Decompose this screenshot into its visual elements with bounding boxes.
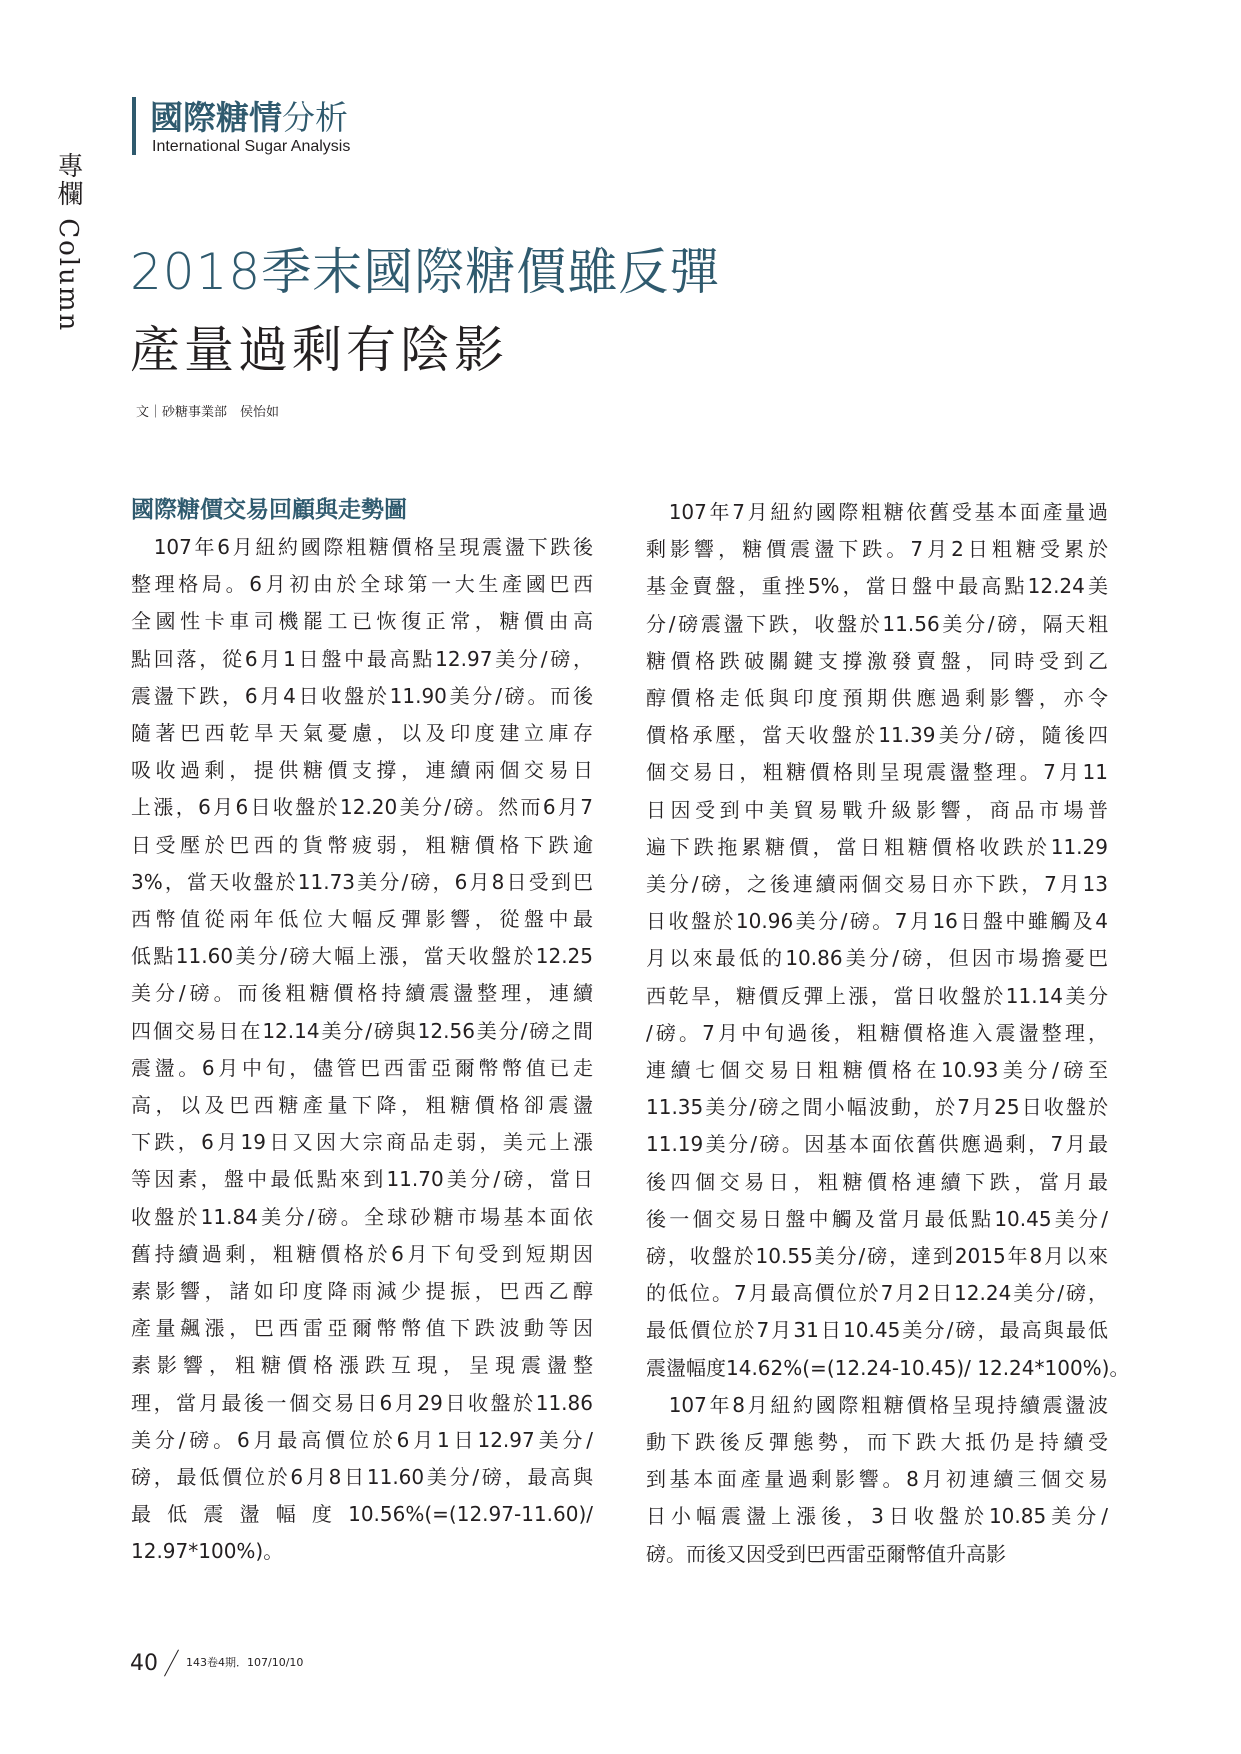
- text-line: 素影響，諸如印度降雨減少提振，巴西乙醇: [131, 1279, 593, 1304]
- text-line: 107年7月紐約國際粗糖依舊受基本面產量過: [646, 500, 1108, 524]
- text-line: 連續七個交易日粗糖價格在10.93美分/磅至: [646, 1058, 1108, 1083]
- text-line: 等因素，盤中最低點來到11.70美分/磅，當日: [131, 1167, 593, 1192]
- text-line: 磅，收盤於10.55美分/磅，達到2015年8月以來: [646, 1244, 1108, 1269]
- text-line: 震盪幅度14.62%(=(12.24-10.45)/ 12.24*100%)。: [646, 1355, 1130, 1380]
- text-line: 遍下跌拖累糖價，當日粗糖價格收跌於11.29: [646, 834, 1108, 859]
- text-line: 上漲，6月6日收盤於12.20美分/磅。然而6月7: [131, 795, 593, 820]
- text-line: 價格承壓，當天收盤於11.39美分/磅，隨後四: [646, 723, 1108, 748]
- text-line: 西幣值從兩年低位大幅反彈影響，從盤中最: [131, 907, 593, 932]
- category-title-bold: 國際糖情: [150, 98, 282, 137]
- article-title-line-2: 產量過剩有陰影: [130, 321, 508, 379]
- text-line: 基金賣盤，重挫5%，當日盤中最高點12.24美: [646, 574, 1108, 599]
- text-line: 的低位。7月最高價位於7月2日12.24美分/磅，: [646, 1281, 1108, 1306]
- text-line: 震盪。6月中旬，儘管巴西雷亞爾幣幣值已走: [131, 1055, 593, 1080]
- text-line: 12.97*100%)。: [131, 1539, 284, 1564]
- category-title: [150, 92, 348, 139]
- text-line: 糖價格跌破關鍵支撐激發賣盤，同時受到乙: [646, 648, 1108, 673]
- text-line: 醇價格走低與印度預期供應過剩影響，亦令: [646, 686, 1108, 711]
- text-line: 11.35美分/磅之間小幅波動，於7月25日收盤於: [646, 1095, 1108, 1120]
- text-line: 月以來最低的10.86美分/磅，但因市場擔憂巴: [646, 946, 1108, 971]
- text-line: 磅。而後又因受到巴西雷亞爾幣值升高影: [646, 1541, 1006, 1566]
- text-line: 美分/磅。而後粗糖價格持續震盪整理，連續: [131, 981, 593, 1006]
- text-line: 最低震盪幅度10.56%(=(12.97-11.60)/: [131, 1502, 593, 1527]
- text-line: 11.19美分/磅。因基本面依舊供應過剩，7月最: [646, 1132, 1108, 1157]
- text-line: 剩影響，糖價震盪下跌。7月2日粗糖受累於: [646, 537, 1108, 562]
- text-line: 107年6月紐約國際粗糖價格呈現震盪下跌後: [131, 535, 593, 559]
- text-line: 素影響，粗糖價格漲跌互現，呈現震盪整: [131, 1353, 593, 1378]
- text-line: 日收盤於10.96美分/磅。7月16日盤中雖觸及4: [646, 909, 1108, 934]
- column-side-label: 專欄 Column: [53, 152, 83, 333]
- text-line: 低點11.60美分/磅大幅上漲，當天收盤於12.25: [131, 944, 593, 969]
- text-line: 高，以及巴西糖產量下降，粗糖價格卻震盪: [131, 1093, 593, 1118]
- text-line: 西乾旱，糖價反彈上漲，當日收盤於11.14美分: [646, 983, 1108, 1008]
- text-line: 到基本面產量過剩影響。8月初連續三個交易: [646, 1467, 1108, 1492]
- page-number: 40: [130, 1651, 158, 1676]
- category-title-light: 分析: [282, 98, 348, 137]
- text-line: 下跌，6月19日又因大宗商品走弱，美元上漲: [131, 1130, 593, 1155]
- page-footer: [130, 1650, 303, 1676]
- text-line: 震盪下跌，6月4日收盤於11.90美分/磅。而後: [131, 683, 593, 708]
- byline: 文｜砂糖事業部 侯怡如: [136, 405, 280, 420]
- text-line: 磅，最低價位於6月8日11.60美分/磅，最高與: [131, 1465, 593, 1490]
- text-line: 後一個交易日盤中觸及當月最低點10.45美分/: [646, 1206, 1108, 1231]
- left-column: [131, 529, 593, 1571]
- text-line: 3%，當天收盤於11.73美分/磅，6月8日受到巴: [131, 869, 593, 894]
- text-line: /磅。7月中旬過後，粗糖價格進入震盪整理，: [646, 1020, 1108, 1045]
- right-column: [646, 494, 1130, 1573]
- text-line: 美分/磅，之後連續兩個交易日亦下跌，7月13: [646, 872, 1108, 897]
- text-line: 理，當月最後一個交易日6月29日收盤於11.86: [131, 1390, 593, 1415]
- issue-info: 143卷4期．107/10/10: [186, 1656, 304, 1669]
- text-line: 日因受到中美貿易戰升級影響，商品市場普: [646, 797, 1108, 822]
- text-line: 隨著巴西乾旱天氣憂慮，以及印度建立庫存: [131, 721, 593, 746]
- text-line: 動下跌後反彈態勢，而下跌大抵仍是持續受: [646, 1430, 1108, 1455]
- footer-divider: [164, 1650, 180, 1676]
- text-line: 分/磅震盪下跌，收盤於11.56美分/磅，隔天粗: [646, 611, 1108, 636]
- text-line: 點回落，從6月1日盤中最高點12.97美分/磅，: [131, 646, 593, 671]
- article-title-line-1: 2018季末國際糖價雖反彈: [130, 243, 721, 301]
- text-line: 日受壓於巴西的貨幣疲弱，粗糖價格下跌逾: [131, 832, 593, 857]
- text-line: 107年8月紐約國際粗糖價格呈現持續震盪波: [646, 1392, 1108, 1417]
- text-line: 整理格局。6月初由於全球第一大生產國巴西: [131, 572, 593, 597]
- text-line: 吸收過剩，提供糖價支撐，連續兩個交易日: [131, 758, 593, 783]
- text-line: 產量飆漲，巴西雷亞爾幣幣值下跌波動等因: [131, 1316, 593, 1341]
- section-heading: 國際糖價交易回顧與走勢圖: [131, 497, 407, 523]
- text-line: 美分/磅。6月最高價位於6月1日12.97美分/: [131, 1427, 593, 1452]
- text-line: 收盤於11.84美分/磅。全球砂糖市場基本面依: [131, 1204, 593, 1229]
- header-accent-bar: [132, 97, 136, 155]
- text-line: 舊持續過剩，粗糖價格於6月下旬受到短期因: [131, 1241, 593, 1266]
- text-line: 個交易日，粗糖價格則呈現震盪整理。7月11: [646, 760, 1108, 785]
- text-line: 後四個交易日，粗糖價格連續下跌，當月最: [646, 1169, 1108, 1194]
- category-title-english: International Sugar Analysis: [152, 138, 351, 155]
- text-line: 日小幅震盪上漲後，3日收盤於10.85美分/: [646, 1504, 1108, 1529]
- text-line: 全國性卡車司機罷工已恢復正常，糖價由高: [131, 609, 593, 634]
- text-line: 四個交易日在12.14美分/磅與12.56美分/磅之間: [131, 1018, 593, 1043]
- text-line: 最低價位於7月31日10.45美分/磅，最高與最低: [646, 1318, 1108, 1343]
